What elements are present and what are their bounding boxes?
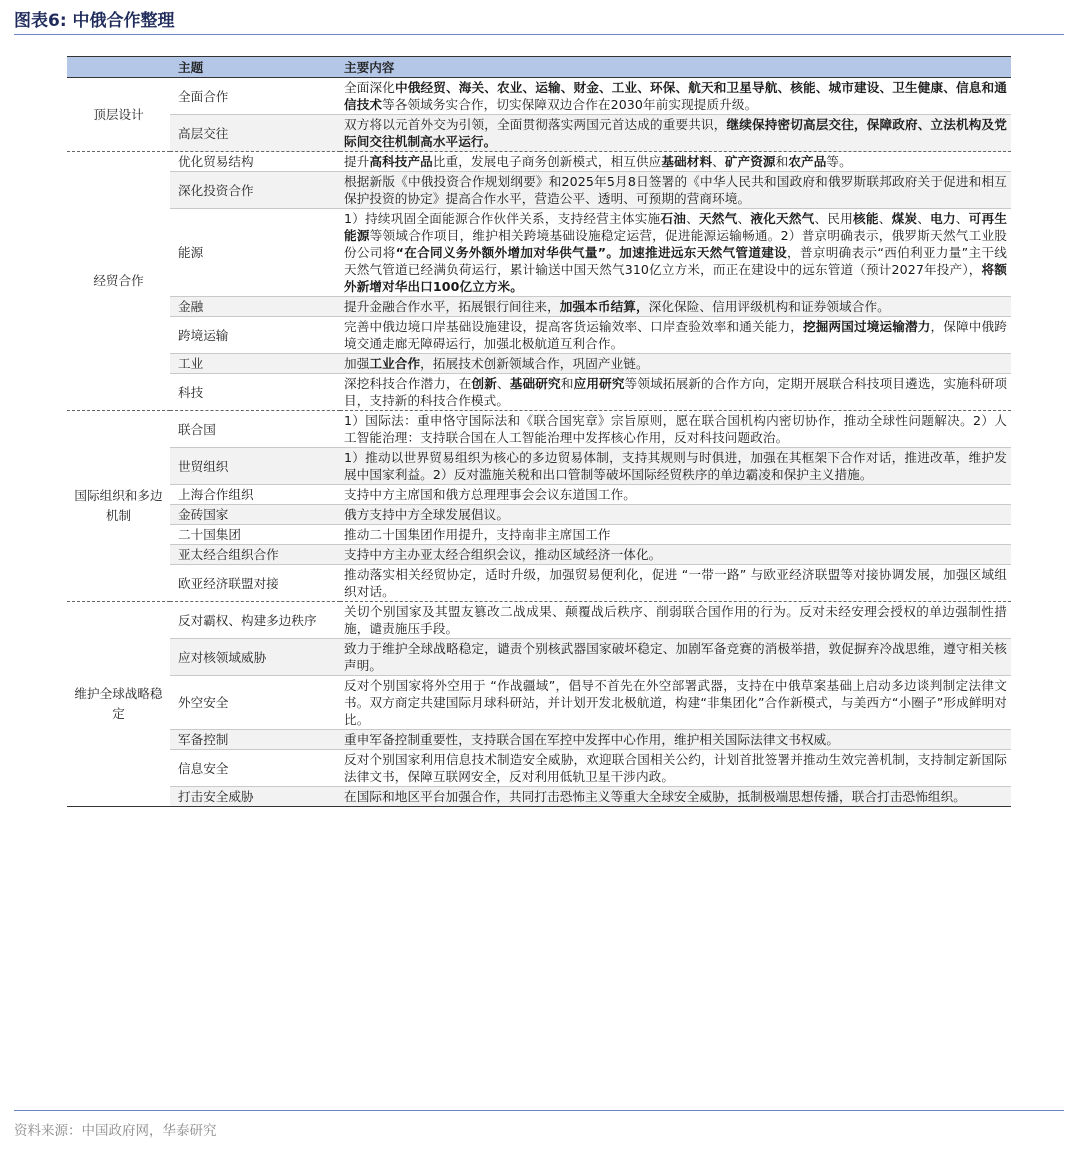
content-cell [340, 565, 1011, 602]
category-cell: 国际组织和多边机制 [67, 411, 170, 602]
content-text: 根据新版《中俄投资合作规划纲要》和2025年5月8日签署的《中华人民共和国政府和俄罗斯联邦政府关于促进和相互保护投资的协定》提高合作水平，营造公平、透明、可预期的营商环境。 [344, 174, 1007, 206]
content-text: 等各领域务实合作，切实保障双边合作在2030年前实现提质升级。 [382, 97, 758, 112]
table-row [67, 750, 1011, 787]
content-text: 、 [955, 211, 969, 226]
title-divider [14, 34, 1064, 35]
topic-cell: 金砖国家 [170, 505, 340, 525]
content-text: 高科技产品 [369, 154, 433, 169]
topic-cell: 跨境运输 [170, 317, 340, 354]
table-row [67, 172, 1011, 209]
content-text: 加强 [344, 356, 370, 371]
content-text: ，拓展技术创新领域合作，巩固产业链。 [420, 356, 649, 371]
content-text: 石油 [660, 211, 687, 226]
content-cell [340, 354, 1011, 374]
topic-cell: 打击安全威胁 [170, 787, 340, 807]
topic-cell: 世贸组织 [170, 448, 340, 485]
table-header-row [67, 57, 1011, 78]
topic-cell: 外空安全 [170, 676, 340, 730]
content-text: 1）持续巩固全面能源合作伙伴关系，支持经营主体实施 [344, 211, 661, 226]
table-row [67, 485, 1011, 505]
table-row [67, 317, 1011, 354]
table-row [67, 115, 1011, 152]
content-cell [340, 115, 1011, 152]
content-text: 关切个别国家及其盟友篡改二战成果、颠覆战后秩序、削弱联合国作用的行为。反对未经安理会授权的单边强制性措施，谴责施压手段。 [344, 604, 1007, 636]
content-text: 重申军备控制重要性，支持联合国在军控中发挥中心作用，维护相关国际法律文书权威。 [344, 732, 840, 747]
content-cell [340, 730, 1011, 750]
table-row [67, 152, 1011, 172]
table-row [67, 354, 1011, 374]
topic-cell: 二十国集团 [170, 525, 340, 545]
content-text: 煤炭 [891, 211, 918, 226]
table-row [67, 505, 1011, 525]
content-text: 液化天然气 [750, 211, 815, 226]
content-cell [340, 602, 1011, 639]
content-text: 提升金融合作水平，拓展银行间往来， [344, 299, 560, 314]
content-text: 1）推动以世界贸易组织为核心的多边贸易体制，支持其规则与时俱进，加强在其框架下合作对话，推进改革，维护发展中国家利益。2）反对滥施关税和出口管制等破坏国际经贸秩序的单边霸凌和保护主义措施。 [344, 450, 1007, 482]
topic-cell: 金融 [170, 297, 340, 317]
content-text: 核能 [853, 211, 879, 226]
table-row [67, 639, 1011, 676]
content-text: ，保障中俄跨境交通走廊无障碍运行，加强北极航道互利合作。 [344, 319, 1007, 351]
content-cell [340, 750, 1011, 787]
content-text: 、 [686, 211, 699, 226]
topic-cell: 军备控制 [170, 730, 340, 750]
content-cell [340, 209, 1011, 297]
content-text: 比重，发展电子商务创新模式，相互供应 [432, 154, 662, 169]
source-divider [14, 1110, 1064, 1111]
table-row [67, 297, 1011, 317]
source-note: 资料来源：中国政府网，华泰研究 [14, 1123, 217, 1139]
content-text: 推动二十国集团作用提升，支持南非主席国工作 [344, 527, 611, 542]
header-category [67, 57, 170, 78]
content-text: 挖掘两国过境运输潜力 [803, 319, 931, 334]
content-text: 深挖科技合作潜力，在 [344, 376, 472, 391]
table-row [67, 525, 1011, 545]
topic-cell: 能源 [170, 209, 340, 297]
content-text: 支持中方主席国和俄方总理理事会会议东道国工作。 [344, 487, 636, 502]
topic-cell: 亚太经合组织合作 [170, 545, 340, 565]
content-text: 加强本币结算， [559, 299, 649, 314]
content-cell [340, 317, 1011, 354]
topic-cell: 优化贸易结构 [170, 152, 340, 172]
topic-cell: 欧亚经济联盟对接 [170, 565, 340, 602]
content-text: 推动落实相关经贸协定，适时升级，加强贸易便利化，促进 “一带一路” 与欧亚经济联盟等对接协调发展，加强区域组织对话。 [344, 567, 1007, 599]
content-text: 、民用 [814, 211, 854, 226]
topic-cell: 工业 [170, 354, 340, 374]
table-row [67, 787, 1011, 807]
content-text: 等领域拓展新的合作方向，定期开展联合科技项目遴选，实施科研项目，支持新的科技合作模式。 [344, 376, 1008, 408]
table-row [67, 602, 1011, 639]
content-cell [340, 505, 1011, 525]
content-text: 、 [497, 376, 510, 391]
content-text: 可再生能源 [344, 211, 1008, 243]
content-text: 矿产资源 [724, 154, 776, 169]
content-text: 、 [917, 211, 931, 226]
topic-cell: 科技 [170, 374, 340, 411]
content-text: 电力 [930, 211, 956, 226]
table-row [67, 448, 1011, 485]
content-text: 致力于维护全球战略稳定，谴责个别核武器国家破坏稳定、加剧军备竞赛的消极举措，敦促摒弃冷战思维，遵守相关核声明。 [344, 641, 1007, 673]
content-text: 提升 [344, 154, 370, 169]
cooperation-table-container [67, 56, 1011, 807]
content-text: 支持中方主办亚太经合组织会议，推动区域经济一体化。 [344, 547, 662, 562]
content-text: 将额外新增对华出口100亿立方米。 [344, 262, 1007, 294]
content-text: 、 [737, 211, 751, 226]
content-cell [340, 485, 1011, 505]
category-cell: 经贸合作 [67, 152, 170, 411]
content-text: ，普京明确表示“西伯利亚力量”主干线天然气管道已经满负荷运行，累计输送中国天然气310亿立方米，而正在建设中的远东管道（预计2027年投产）， [344, 245, 1007, 277]
content-cell [340, 78, 1011, 115]
content-text: 和 [560, 376, 574, 391]
content-text: 和 [775, 154, 789, 169]
table-row [67, 411, 1011, 448]
content-text: 完善中俄边境口岸基础设施建设，提高客货运输效率、口岸查验效率和通关能力， [344, 319, 804, 334]
figure-title: 图表6: 中俄合作整理 [14, 11, 175, 31]
content-text: 基础材料 [661, 154, 713, 169]
content-cell [340, 639, 1011, 676]
content-cell [340, 152, 1011, 172]
content-text: 继续保持密切高层交往，保障政府、立法机构及党际间交往机制高水平运行。 [344, 117, 1007, 149]
content-text: 应用研究 [573, 376, 625, 391]
topic-cell: 全面合作 [170, 78, 340, 115]
content-text: 双方将以元首外交为引领，全面贯彻落实两国元首达成的重要共识， [344, 117, 727, 132]
content-text: 基础研究 [509, 376, 561, 391]
content-text: 工业合作 [369, 356, 421, 371]
topic-cell: 深化投资合作 [170, 172, 340, 209]
content-text: 在国际和地区平台加强合作，共同打击恐怖主义等重大全球安全威胁，抵制极端思想传播，联合打击恐怖组织。 [344, 789, 966, 804]
topic-cell: 反对霸权、构建多边秩序 [170, 602, 340, 639]
content-text: 、 [712, 154, 725, 169]
table-row [67, 78, 1011, 115]
content-text: 反对个别国家利用信息技术制造安全威胁，欢迎联合国相关公约，计划首批签署并推动生效完善机制，支持制定新国际法律文书，保障互联网安全，反对利用低轨卫星干涉内政。 [344, 752, 1007, 784]
table-row [67, 209, 1011, 297]
table-row [67, 565, 1011, 602]
content-text: 深化保险、信用评级机构和证券领域合作。 [648, 299, 890, 314]
content-text: 中俄经贸、海关、农业、运输、财金、工业、环保、航天和卫星导航、核能、城市建设、卫生健康、信息和通信技术 [344, 80, 1007, 112]
content-cell [340, 172, 1011, 209]
content-text: 反对个别国家将外空用于 “作战疆域”，倡导不首先在外空部署武器，支持在中俄草案基础上启动多边谈判制定法律文书。双方商定共建国际月球科研站，并计划开发北极航道，构建“非集团化”合作新模式，与美西方“小圈子”形成鲜明对比。 [344, 678, 1007, 727]
content-cell [340, 448, 1011, 485]
table-body [67, 78, 1011, 807]
content-text: 、 [878, 211, 892, 226]
content-text: 1）国际法：重申恪守国际法和《联合国宪章》宗旨原则，愿在联合国机构内密切协作，推动全球性问题解决。2）人工智能治理：支持联合国在人工智能治理中发挥核心作用，反对科技问题政治。 [344, 413, 1007, 445]
content-text: 全面深化 [344, 80, 396, 95]
header-topic: 主题 [170, 57, 340, 78]
content-text: 天然气 [698, 211, 738, 226]
content-text: 等领域合作项目，维护相关跨境基础设施稳定运营，促进能源运输畅通。2）普京明确表示，俄罗斯天然气工业股份公司将 [344, 228, 1007, 260]
content-cell [340, 374, 1011, 411]
table-row [67, 676, 1011, 730]
content-cell [340, 525, 1011, 545]
content-text: 等。 [826, 154, 852, 169]
content-cell [340, 411, 1011, 448]
content-cell [340, 545, 1011, 565]
header-content: 主要内容 [340, 57, 1011, 78]
content-cell [340, 676, 1011, 730]
table-row [67, 374, 1011, 411]
content-text: 农产品 [788, 154, 827, 169]
category-cell: 维护全球战略稳定 [67, 602, 170, 807]
table-row [67, 545, 1011, 565]
topic-cell: 联合国 [170, 411, 340, 448]
topic-cell: 上海合作组织 [170, 485, 340, 505]
content-cell [340, 297, 1011, 317]
category-cell: 顶层设计 [67, 78, 170, 152]
topic-cell: 高层交往 [170, 115, 340, 152]
cooperation-table [67, 56, 1011, 807]
content-text: 俄方支持中方全球发展倡议。 [344, 507, 510, 522]
topic-cell: 应对核领域威胁 [170, 639, 340, 676]
content-text: “在合同义务外额外增加对华供气量”。加速推进远东天然气管道建设 [395, 245, 788, 260]
content-text: 创新 [471, 376, 498, 391]
content-cell [340, 787, 1011, 807]
table-row [67, 730, 1011, 750]
topic-cell: 信息安全 [170, 750, 340, 787]
